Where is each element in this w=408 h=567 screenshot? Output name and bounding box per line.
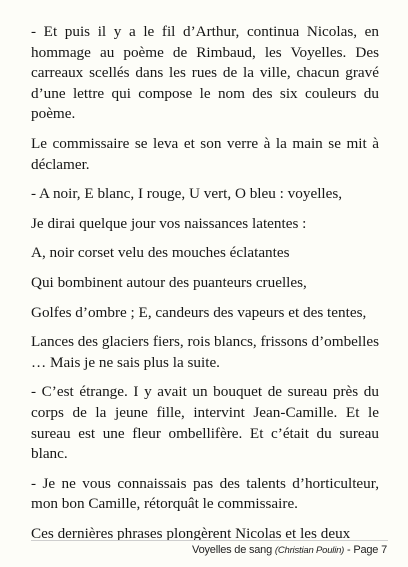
paragraph-10: - Je ne vous connaissais pas des talents d’horticulteur, mon bon Camille, rétorquât le commissaire. [31, 474, 379, 513]
footer-divider [31, 540, 388, 541]
footer-book-title: Voyelles de sang [192, 544, 273, 556]
paragraph-11: Ces dernières phrases plongèrent Nicolas et les deux [31, 524, 351, 542]
verse-line-5: Golfes d’ombre ; E, candeurs des vapeurs et des tentes, [31, 303, 367, 321]
verse-line-4: Qui bombinent autour des puanteurs cruelles, [31, 273, 307, 291]
verse-line-6: Lances des glaciers fiers, rois blancs, frissons d’ombelles … Mais je ne sais plus la suite. [31, 333, 379, 371]
paragraph-9: - C’est étrange. I y avait un bouquet de sureau près du corps de la jeune fille, intervint Jean-Camille. Et le sureau est une fleur ombellifère. Et c’était du sureau blanc. [31, 383, 379, 463]
verse-line-1: - A noir, E blanc, I rouge, U vert, O bleu : voyelles, [31, 185, 343, 203]
verse-line-2: Je dirai quelque jour vos naissances latentes : [31, 214, 307, 232]
page-footer [192, 544, 387, 556]
paragraph-1: - Et puis il y a le fil d’Arthur, continua Nicolas, en hommage au poème de Rimbaud, les Voyelles. Des carreaux scellés dans les rues de la ville, chacun gravé d’une lettre qui compose le nom des six couleurs du poème. [31, 23, 379, 123]
footer-page-number: - Page 7 [347, 544, 387, 556]
paragraph-2: Le commissaire se leva et son verre à la main se mit à déclamer. [31, 134, 379, 173]
body-text [31, 22, 379, 553]
footer-author: (Christian Poulin) [274, 545, 345, 556]
verse-line-3: A, noir corset velu des mouches éclatantes [31, 244, 290, 262]
